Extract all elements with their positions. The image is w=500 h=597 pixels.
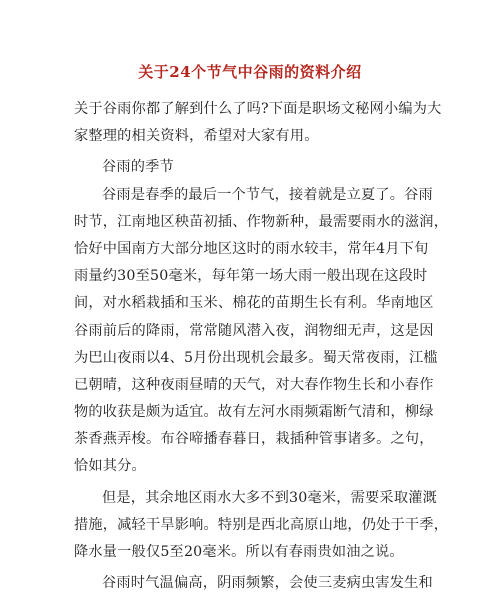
paragraph-line: 时节，江南地区秧苗初插、作物新种，最需要雨水的滋润， xyxy=(74,213,449,230)
paragraph-line: 谷雨前后的降雨，常常随风潜入夜，润物细无声，这是因 xyxy=(74,322,434,339)
paragraph-line: 恰好中国南方大部分地区这时的雨水较丰，常年4月下旬 xyxy=(74,240,429,257)
paragraph-line: 降水量一般仅5至20毫米。所以有春雨贵如油之说。 xyxy=(74,544,404,560)
paragraph-line: 雨量约30至50毫米，每年第一场大雨一般出现在这段时 xyxy=(74,268,428,285)
paragraph-line: 物的收获是颇为适宜。故有左河水雨频霜断气清和，柳绿 xyxy=(74,404,434,421)
paragraph-line: 但是，其余地区雨水大多不到30毫米，需要采取灌溉 xyxy=(102,489,437,506)
article-body xyxy=(74,96,449,597)
paragraph-line: 恰如其分。 xyxy=(74,458,146,475)
paragraph-line: 间，对水稻栽插和玉米、棉花的苗期生长有利。华南地区 xyxy=(74,295,434,312)
paragraph-line: 谷雨时气温偏高，阴雨频繁，会使三麦病虫害发生和 xyxy=(102,575,433,592)
paragraph-line: 谷雨的季节 xyxy=(102,159,174,176)
article-title: 关于24个节气中谷雨的资料介绍 xyxy=(138,63,362,81)
paragraph-line: 为巴山夜雨以4、5月份出现机会最多。蜀天常夜雨，江槛 xyxy=(74,349,438,366)
paragraph-line: 关于谷雨你都了解到什么了吗?下面是职场文秘网小编为大 xyxy=(74,101,442,117)
paragraph-line: 家整理的相关资料，希望对大家有用。 xyxy=(74,128,319,145)
paragraph-line: 措施，减轻干旱影响。特别是西北高原山地，仍处于干季， xyxy=(74,516,449,533)
paragraph-line: 谷雨是春季的最后一个节气，接着就是立夏了。谷雨 xyxy=(102,186,433,203)
paragraph-line: 茶香燕弄梭。布谷啼播春暮日，栽插种管事诸多。之句， xyxy=(74,431,434,448)
paragraph-line: 已朝晴，这种夜雨昼晴的天气，对大春作物生长和小春作 xyxy=(74,376,434,393)
